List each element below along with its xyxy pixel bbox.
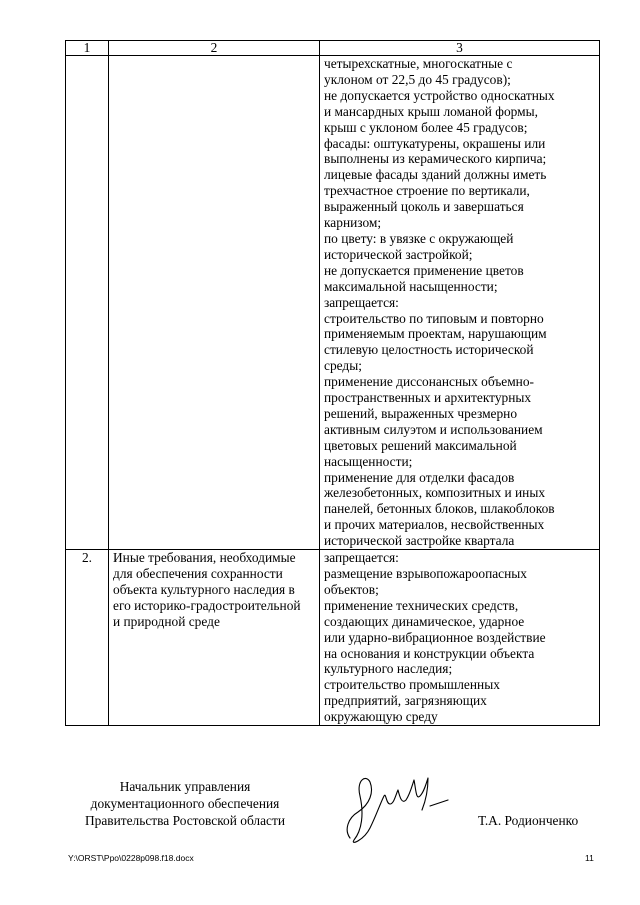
signatory-name: Т.А. Родионченко [478, 813, 579, 828]
text-line: применение технических средств, [324, 597, 519, 613]
text-line: строительство по типовым и повторно [324, 310, 544, 326]
text-line: крыш с уклоном более 45 градусов; [324, 119, 528, 135]
table-row [66, 550, 600, 726]
text-line: трехчастное строение по вертикали, [324, 183, 530, 199]
text-line: железобетонных, композитных и иных [324, 485, 546, 501]
text-line: лицевые фасады зданий должны иметь [324, 167, 547, 183]
file-path: Y:\ORST\Ppo\0228p098.f18.docx [68, 853, 194, 863]
text-line: фасады: оштукатурены, окрашены или [324, 135, 546, 151]
text-line: строительство промышленных [324, 677, 500, 693]
text-line: не допускается применение цветов [324, 262, 524, 278]
text-line: уклоном от 22,5 до 45 градусов); [324, 71, 511, 87]
text-line: запрещается: [324, 294, 399, 310]
text-line: панелей, бетонных блоков, шлакоблоков [324, 501, 555, 517]
requirement-title [109, 550, 320, 726]
page-number: 11 [585, 853, 594, 863]
column-header: 1 [66, 41, 109, 56]
column-header: 2 [109, 41, 320, 56]
text-line: исторической застройке квартала [324, 533, 515, 549]
column-header: 3 [320, 41, 600, 56]
text-line: насыщенности; [324, 453, 413, 469]
text-line: решений, выраженных чрезмерно [324, 405, 518, 421]
text-line: создающих динамическое, ударное [324, 613, 525, 629]
text-line: среды; [324, 358, 362, 374]
text-line: объектов; [324, 581, 379, 597]
requirement-content [320, 56, 600, 550]
text-line: Иные требования, необходимые [113, 550, 296, 566]
requirement-content [320, 550, 600, 726]
text-line: применение диссонансных объемно- [324, 374, 534, 390]
text-line: пространственных и архитектурных [324, 390, 532, 406]
row-number: 2. [66, 550, 109, 726]
text-line: карнизом; [324, 215, 382, 231]
text-line: цветовых решений максимальной [324, 437, 517, 453]
text-line: стилевую целостность исторической [324, 342, 534, 358]
text-line: или ударно-вибрационное воздействие [324, 629, 546, 645]
text-line: его историко-градостроительной [113, 597, 301, 613]
text-line: выраженный цоколь и завершаться [324, 199, 524, 215]
text-line: запрещается: [324, 550, 399, 566]
text-line: активным силуэтом и использованием [324, 421, 543, 437]
requirement-title [109, 56, 320, 550]
text-line: и мансардных крыш ломаной формы, [324, 103, 538, 119]
text-line: культурного наследия; [324, 661, 453, 677]
text-line: и природной среде [113, 613, 220, 629]
text-line: окружающую среду [324, 709, 438, 725]
text-line: по цвету: в увязке с окружающей [324, 230, 514, 246]
text-line: применение для отделки фасадов [324, 469, 515, 485]
row-number [66, 56, 109, 550]
text-line: максимальной насыщенности; [324, 278, 498, 294]
text-line: для обеспечения сохранности [113, 566, 283, 581]
text-line: исторической застройкой; [324, 246, 473, 262]
text-line: применяемым проектам, нарушающим [324, 326, 547, 342]
text-line: размещение взрывопожароопасных [324, 566, 527, 581]
text-line: выполнены из керамического кирпича; [324, 151, 547, 167]
text-line: объекта культурного наследия в [113, 581, 295, 597]
text-line: и прочих материалов, несвойственных [324, 517, 545, 533]
table-header-row [66, 41, 600, 56]
table-row [66, 56, 600, 550]
text-line: предприятий, загрязняющих [324, 693, 487, 709]
text-line: не допускается устройство односкатных [324, 87, 555, 103]
requirements-table [65, 40, 600, 726]
text-line: Начальник управления [119, 779, 251, 794]
text-line: на основания и конструкции объекта [324, 645, 535, 661]
signatory-position [60, 778, 310, 829]
text-line: документационного обеспечения [90, 796, 280, 811]
text-line: четырехскатные, многоскатные с [324, 56, 513, 71]
handwritten-signature [340, 770, 455, 845]
text-line: Правительства Ростовской области [84, 813, 286, 828]
